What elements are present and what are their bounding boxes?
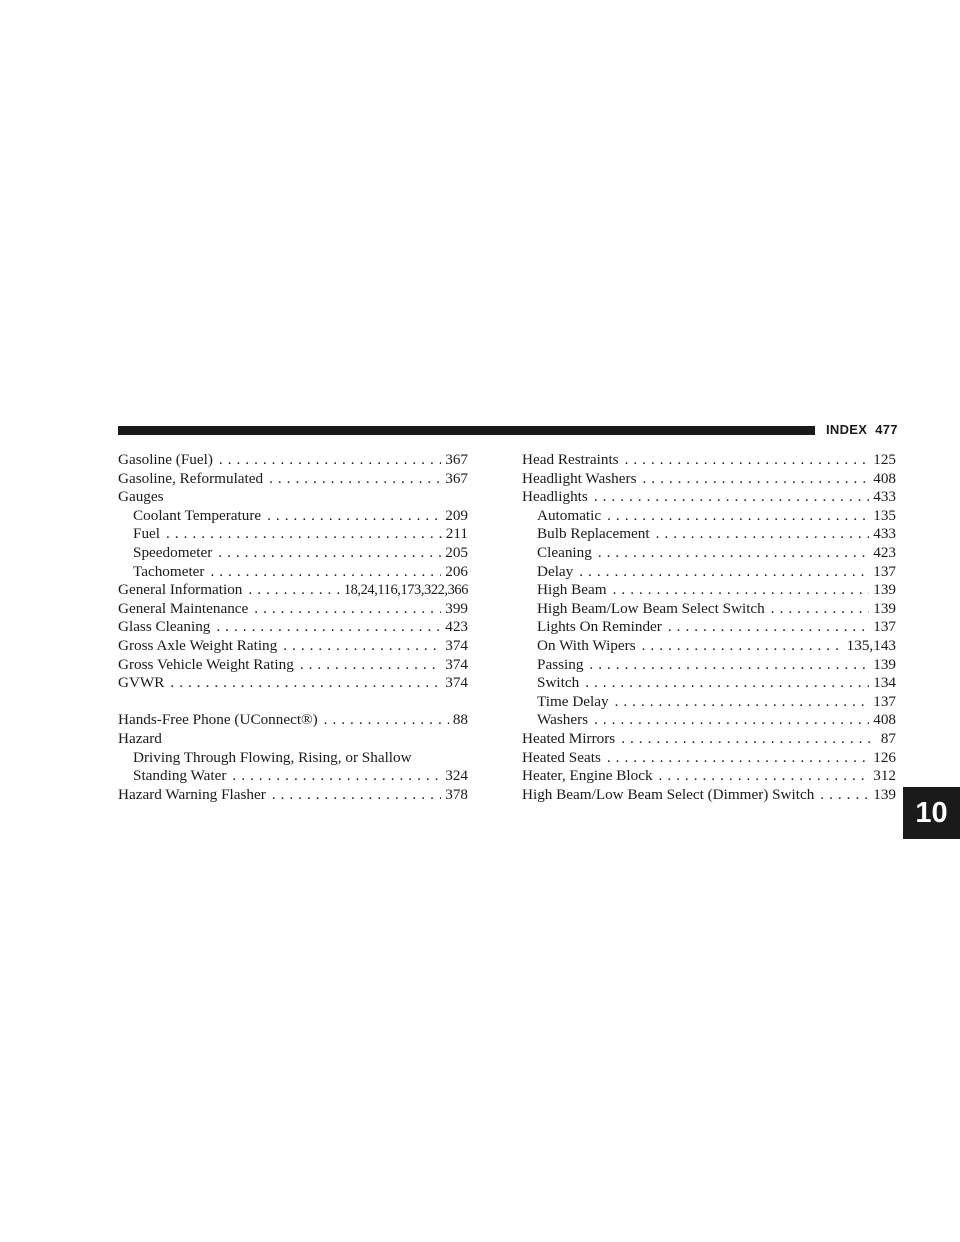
index-subentry[interactable] — [522, 507, 896, 526]
entry-label: Driving Through Flowing, Rising, or Shallow — [133, 748, 412, 766]
index-entry[interactable] — [118, 711, 468, 730]
entry-label: Gross Axle Weight Rating — [118, 636, 278, 654]
index-subentry[interactable] — [522, 544, 896, 563]
entry-page-ref[interactable]: 374 — [445, 636, 468, 654]
dot-leader — [166, 525, 442, 544]
dot-leader — [659, 767, 870, 786]
entry-label: Gasoline, Reformulated — [118, 469, 264, 487]
index-subentry[interactable] — [522, 637, 896, 656]
entry-label: Washers — [537, 711, 589, 729]
entry-label: Coolant Temperature — [133, 506, 262, 524]
chapter-tab[interactable]: 10 — [903, 787, 960, 839]
dot-leader — [615, 693, 870, 712]
index-entry[interactable] — [522, 470, 896, 489]
dot-leader — [170, 674, 441, 693]
dot-leader — [668, 618, 869, 637]
entry-page-ref[interactable]: 312 — [873, 767, 896, 785]
entry-label: Switch — [537, 674, 580, 692]
entry-label: Gauges — [118, 488, 164, 506]
index-column-left — [118, 451, 468, 804]
entry-page-ref[interactable]: 139 — [873, 655, 896, 673]
entry-page-ref[interactable]: 137 — [873, 692, 896, 710]
index-entry — [118, 730, 468, 749]
dot-leader — [585, 674, 869, 693]
entry-page-ref[interactable]: 367 — [445, 451, 468, 468]
entry-page-ref[interactable]: 135 — [873, 506, 896, 524]
entry-label: Tachometer — [133, 562, 205, 580]
dot-leader — [218, 544, 441, 563]
entry-label: Bulb Replacement — [537, 525, 650, 543]
index-entry[interactable] — [118, 637, 468, 656]
entry-label: Delay — [537, 562, 574, 580]
dot-leader — [248, 581, 339, 600]
entry-label: Heated Mirrors — [522, 729, 616, 747]
entry-label: On With Wipers — [537, 636, 636, 654]
index-entry[interactable] — [522, 730, 896, 749]
dot-leader — [642, 470, 869, 489]
index-entry[interactable] — [118, 470, 468, 489]
running-header — [826, 421, 898, 439]
entry-label: Hazard — [118, 729, 162, 747]
dot-leader — [324, 711, 449, 730]
index-subentry[interactable] — [522, 563, 896, 582]
index-subentry[interactable] — [522, 600, 896, 619]
entry-page-ref[interactable]: 324 — [445, 767, 468, 785]
header-rule — [118, 426, 815, 435]
entry-label: Cleaning — [537, 543, 592, 561]
entry-page-ref[interactable]: 423 — [873, 543, 896, 561]
entry-label: Automatic — [537, 506, 602, 524]
entry-page-ref[interactable]: 135,143 — [846, 636, 896, 654]
entry-label: Standing Water — [133, 767, 227, 785]
entry-label: Heated Seats — [522, 748, 601, 766]
index-entry — [118, 488, 468, 507]
entry-page-ref[interactable]: 139 — [873, 785, 896, 803]
entry-page-ref[interactable]: 408 — [873, 711, 896, 729]
index-subentry[interactable] — [522, 693, 896, 712]
dot-leader — [219, 451, 441, 470]
entry-label: Glass Cleaning — [118, 618, 211, 636]
entry-label: Hazard Warning Flasher — [118, 785, 266, 803]
index-entry[interactable] — [118, 786, 468, 805]
dot-leader — [594, 711, 869, 730]
page-number: 477 — [875, 422, 898, 437]
entry-label: Hands-Free Phone (UConnect®) — [118, 711, 318, 729]
entry-page-ref[interactable]: 87 — [880, 729, 896, 747]
dot-leader — [589, 656, 869, 675]
entry-label: Heater, Engine Block — [522, 767, 653, 785]
entry-label: General Information — [118, 581, 243, 599]
entry-label: Headlight Washers — [522, 469, 637, 487]
entry-page-ref[interactable]: 209 — [445, 506, 468, 524]
entry-page-ref[interactable]: 433 — [873, 525, 896, 543]
dot-leader — [607, 749, 869, 768]
entry-label: Speedometer — [133, 543, 213, 561]
index-entry[interactable] — [522, 451, 896, 470]
entry-page-ref[interactable]: 206 — [445, 562, 468, 580]
dot-leader — [210, 563, 441, 582]
entry-label: Head Restraints — [522, 451, 619, 468]
index-subentry[interactable] — [118, 544, 468, 563]
entry-label: Headlights — [522, 488, 588, 506]
dot-leader — [232, 767, 441, 786]
index-entry[interactable] — [118, 656, 468, 675]
entry-spacer — [118, 693, 468, 712]
dot-leader — [579, 563, 869, 582]
entry-label: Time Delay — [537, 692, 609, 710]
entry-page-ref[interactable]: 126 — [873, 748, 896, 766]
entry-page-ref[interactable]: 139 — [873, 599, 896, 617]
index-subentry[interactable] — [522, 618, 896, 637]
section-title: INDEX — [826, 422, 868, 437]
dot-leader — [625, 451, 870, 470]
entry-page-ref[interactable]: 408 — [873, 469, 896, 487]
entry-page-ref[interactable]: 211 — [445, 525, 468, 543]
entry-page-ref[interactable]: 367 — [445, 469, 468, 487]
index-subentry[interactable] — [522, 656, 896, 675]
entry-label: GVWR — [118, 674, 165, 692]
index-entry[interactable] — [118, 674, 468, 693]
entry-page-ref[interactable]: 433 — [873, 488, 896, 506]
entry-label: Fuel — [133, 525, 161, 543]
dot-leader — [598, 544, 869, 563]
index-entry[interactable] — [522, 786, 896, 805]
index-entry[interactable] — [118, 451, 468, 470]
index-subentry — [118, 749, 468, 768]
dot-leader — [269, 470, 441, 489]
entry-label: High Beam/Low Beam Select Switch — [537, 599, 765, 617]
index-subentry[interactable] — [522, 525, 896, 544]
dot-leader — [820, 786, 869, 805]
dot-leader — [267, 507, 441, 526]
entry-page-ref[interactable]: 399 — [445, 599, 468, 617]
dot-leader — [594, 488, 869, 507]
entry-label: Gross Vehicle Weight Rating — [118, 655, 294, 673]
entry-page-ref[interactable]: 125 — [873, 451, 896, 468]
index-entry[interactable] — [522, 488, 896, 507]
index-entry[interactable] — [522, 749, 896, 768]
entry-page-ref[interactable]: 139 — [873, 581, 896, 599]
entry-page-ref[interactable]: 374 — [445, 655, 468, 673]
dot-leader — [642, 637, 843, 656]
index-subentry[interactable] — [118, 525, 468, 544]
entry-label: Passing — [537, 655, 584, 673]
dot-leader — [254, 600, 441, 619]
dot-leader — [621, 730, 877, 749]
entry-page-ref[interactable]: 88 — [452, 711, 468, 729]
dot-leader — [607, 507, 869, 526]
index-subentry[interactable] — [522, 581, 896, 600]
entry-page-ref[interactable]: 18,24,116,173,322,366 — [343, 582, 468, 599]
dot-leader — [656, 525, 870, 544]
dot-leader — [216, 618, 441, 637]
entry-page-ref[interactable]: 137 — [873, 562, 896, 580]
index-entry[interactable] — [118, 618, 468, 637]
entry-page-ref[interactable]: 423 — [445, 618, 468, 636]
dot-leader — [272, 786, 441, 805]
entry-label: Lights On Reminder — [537, 618, 662, 636]
dot-leader — [771, 600, 869, 619]
entry-label: High Beam — [537, 581, 607, 599]
dot-leader — [300, 656, 441, 675]
index-subentry[interactable] — [522, 711, 896, 730]
entry-page-ref[interactable]: 378 — [445, 785, 468, 803]
entry-page-ref[interactable]: 137 — [873, 618, 896, 636]
entry-label: General Maintenance — [118, 599, 249, 617]
dot-leader — [613, 581, 870, 600]
entry-page-ref[interactable]: 134 — [873, 674, 896, 692]
index-entry[interactable] — [118, 600, 468, 619]
index-subentry[interactable] — [118, 507, 468, 526]
index-column-right — [522, 451, 896, 804]
entry-page-ref[interactable]: 374 — [445, 674, 468, 692]
entry-page-ref[interactable]: 205 — [445, 543, 468, 561]
index-subentry[interactable] — [522, 674, 896, 693]
index-subentry[interactable] — [118, 563, 468, 582]
index-entry[interactable] — [522, 767, 896, 786]
dot-leader — [283, 637, 441, 656]
index-subentry[interactable] — [118, 767, 468, 786]
entry-label: High Beam/Low Beam Select (Dimmer) Switch — [522, 785, 815, 803]
index-entry[interactable] — [118, 581, 468, 600]
entry-label: Gasoline (Fuel) — [118, 451, 213, 468]
